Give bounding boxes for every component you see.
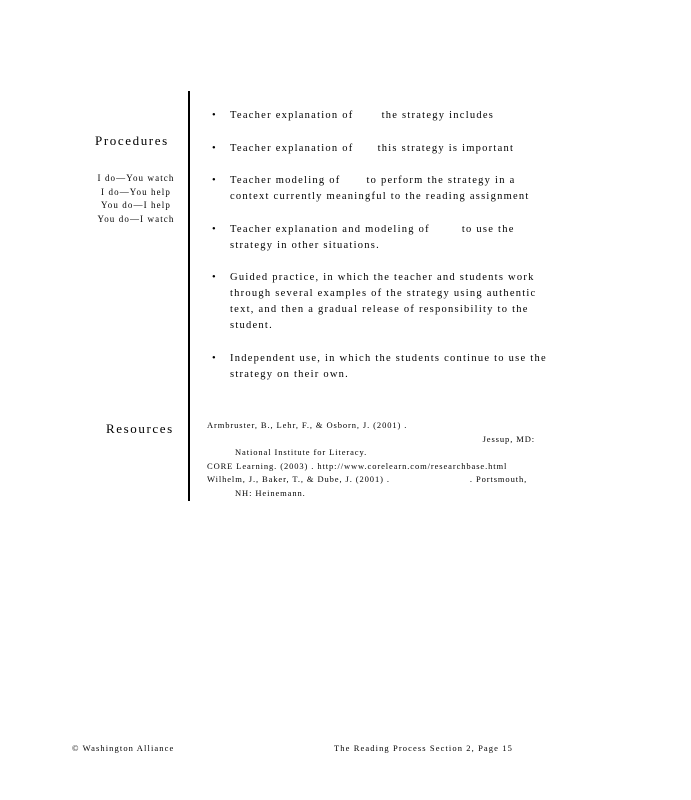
bullet-text: Guided practice, in which the teacher and students work through several examples of the strategy using authentic text, and then a gradual release of responsibility to the student. bbox=[230, 272, 537, 331]
procedure-bullet-list bbox=[207, 108, 557, 399]
list-item bbox=[207, 173, 557, 205]
reference-publisher: NH: Heinemann. bbox=[235, 487, 306, 498]
section-divider-line bbox=[188, 91, 190, 501]
bullet-text: Teacher explanation and modeling of bbox=[230, 223, 430, 235]
gradual-release-list bbox=[88, 172, 184, 226]
procedures-heading: Procedures bbox=[95, 133, 169, 148]
resources-list bbox=[207, 419, 547, 501]
bullet-text: to perform the strategy in a context currently meaningful to the reading assignment bbox=[230, 175, 530, 202]
gradual-release-step: I do—You help bbox=[101, 186, 171, 197]
bullet-text: the strategy includes bbox=[381, 110, 495, 121]
bullet-text: Teacher explanation of bbox=[230, 142, 354, 154]
bullet-text: Teacher explanation of bbox=[230, 110, 354, 121]
reference-authors: Wilhelm, J., Baker, T., & Dube, J. (2001) . bbox=[207, 474, 390, 485]
bullet-icon: • bbox=[212, 352, 217, 364]
reference-entry[interactable]: CORE Learning. (2003) . http://www.corelearn.com/researchbase.html bbox=[207, 460, 508, 471]
reference-publisher-location: . Portsmouth, bbox=[469, 474, 528, 485]
bullet-icon: • bbox=[212, 175, 217, 186]
list-item bbox=[207, 351, 557, 383]
bullet-icon: • bbox=[212, 110, 217, 121]
bullet-icon: • bbox=[212, 142, 217, 154]
reference-publisher: National Institute for Literacy. bbox=[235, 447, 368, 458]
bullet-icon: • bbox=[212, 223, 217, 235]
list-item bbox=[207, 270, 557, 334]
gradual-release-step: You do—I help bbox=[101, 200, 171, 210]
bullet-text: to use the strategy in other situations. bbox=[230, 223, 515, 251]
footer-copyright: © Washington Alliance bbox=[72, 743, 175, 753]
bullet-text: Teacher modeling of bbox=[230, 175, 341, 186]
list-item bbox=[207, 141, 557, 157]
reference-entry: Armbruster, B., Lehr, F., & Osborn, J. (2001) . bbox=[207, 420, 408, 430]
footer-page-number: The Reading Process Section 2, Page 15 bbox=[334, 743, 513, 753]
reference-publisher-location: Jessup, MD: bbox=[482, 433, 535, 444]
resources-heading: Resources bbox=[106, 421, 174, 436]
gradual-release-step: I do—You watch bbox=[97, 173, 175, 183]
list-item bbox=[207, 222, 557, 254]
reference-entry bbox=[207, 473, 547, 487]
bullet-text: Independent use, in which the students continue to use the strategy on their own. bbox=[230, 352, 547, 380]
bullet-text: this strategy is important bbox=[377, 142, 515, 154]
list-item bbox=[207, 108, 557, 124]
gradual-release-step: You do—I watch bbox=[97, 213, 175, 224]
bullet-icon: • bbox=[212, 272, 217, 283]
